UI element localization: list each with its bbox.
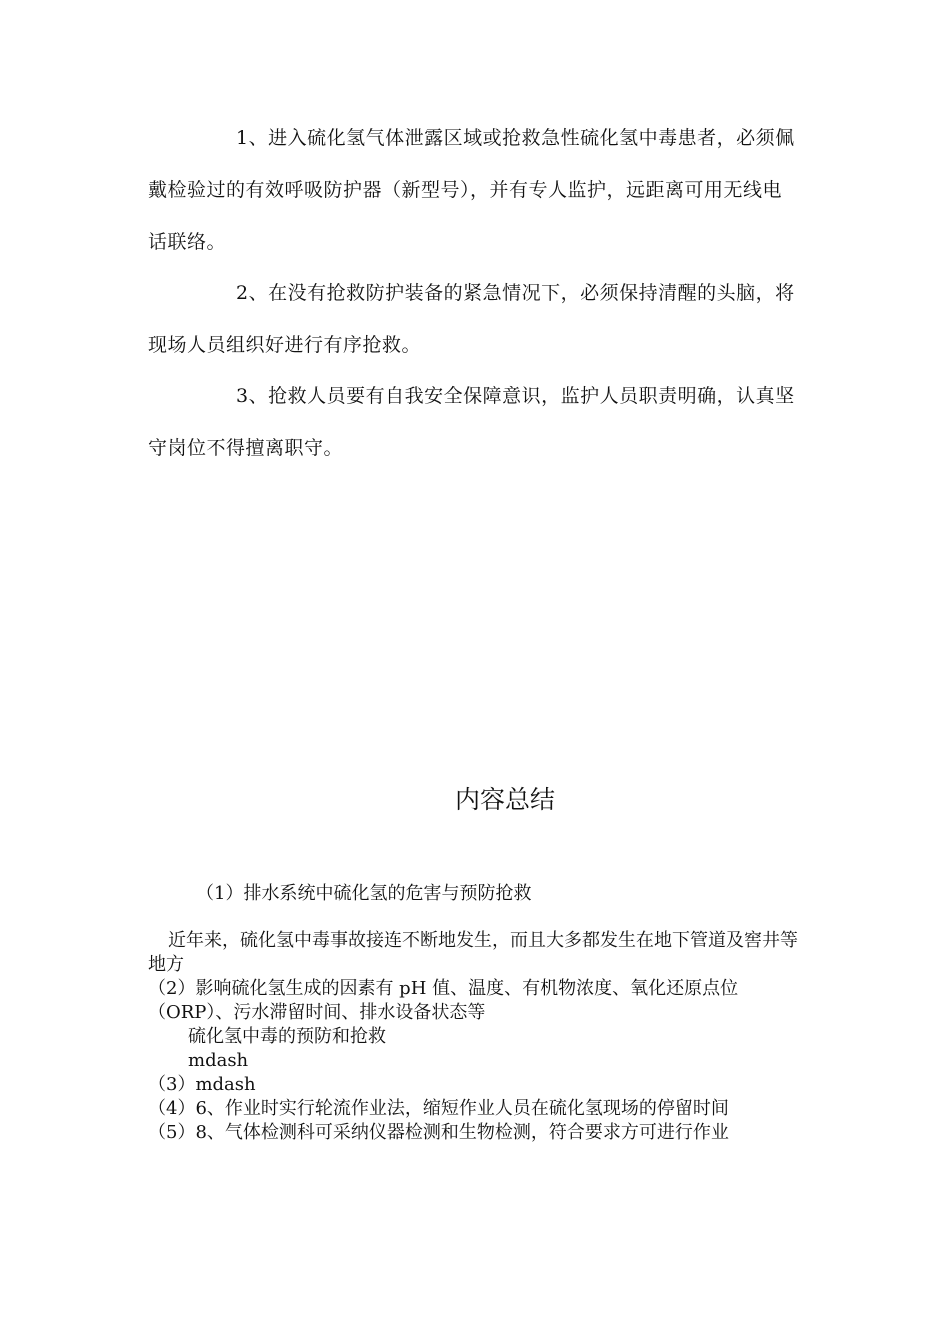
paragraph-rescuer-duty: 3、抢救人员要有自我安全保障意识，监护人员职责明确，认真坚守岗位不得擅离职守。 xyxy=(148,385,795,459)
summary-line: 近年来，硫化氢中毒事故接连不断地发生，而且大多都发生在地下管道及窖井等地方 xyxy=(148,930,798,975)
summary-title: 内容总结 xyxy=(454,785,555,814)
summary-line: （5）8、气体检测科可采纳仪器检测和生物检测，符合要求方可进行作业 xyxy=(148,1122,729,1143)
summary-line: （2）影响硫化氢生成的因素有 pH 值、温度、有机物浓度、氧化还原点位（ORP）、污水滞留时间、排水设备状态等 xyxy=(148,978,739,1023)
summary-line: 硫化氢中毒的预防和抢救 xyxy=(188,1026,386,1047)
summary-line: mdash xyxy=(188,1050,249,1071)
summary-body xyxy=(148,929,798,1145)
summary-line: （4）6、作业时实行轮流作业法，缩短作业人员在硫化氢现场的停留时间 xyxy=(148,1098,729,1119)
summary-line: （3）mdash xyxy=(148,1074,256,1095)
paragraph-emergency-rescue: 2、在没有抢救防护装备的紧急情况下，必须保持清醒的头脑，将现场人员组织好进行有序抢救。 xyxy=(148,282,795,356)
summary-heading: （1）排水系统中硫化氢的危害与预防抢救 xyxy=(196,883,532,904)
paragraph-rescue-entry: 1、进入硫化氢气体泄露区域或抢救急性硫化氢中毒患者，必须佩戴检验过的有效呼吸防护器（新型号），并有专人监护，远距离可用无线电话联络。 xyxy=(148,127,795,253)
